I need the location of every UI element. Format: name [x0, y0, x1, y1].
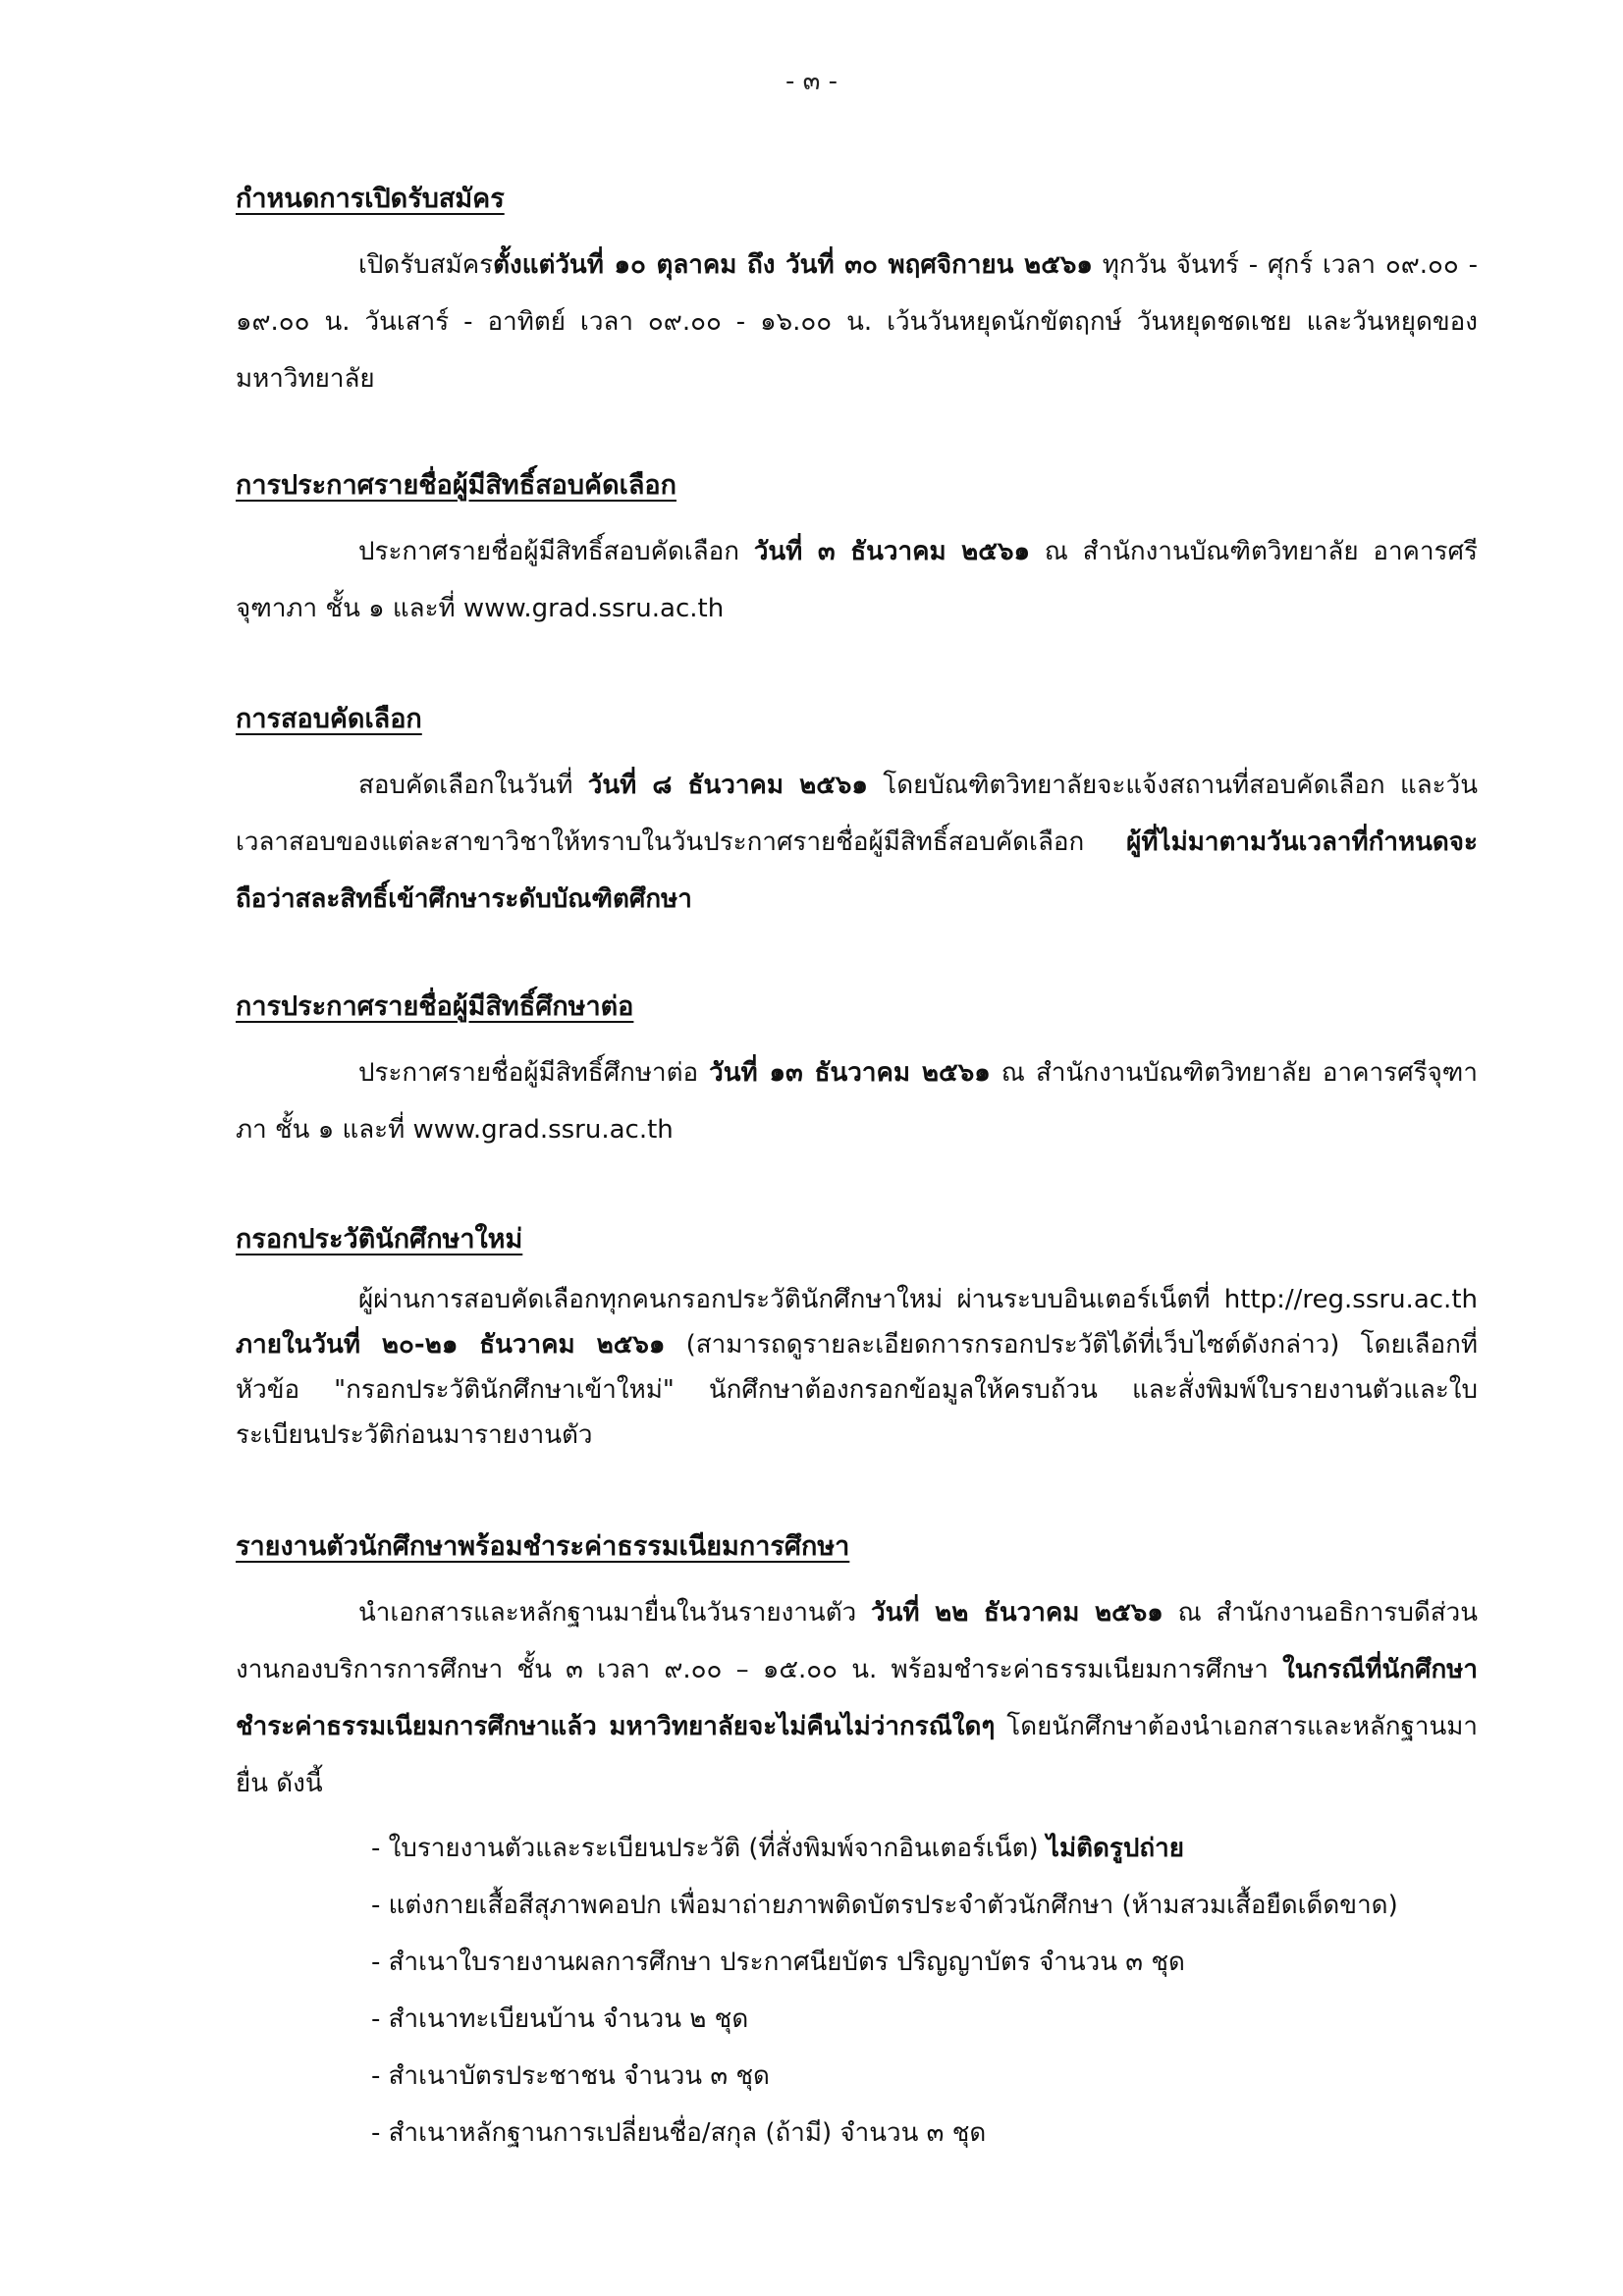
section-heading: การสอบคัดเลือก [236, 704, 422, 734]
section-report-and-fees [236, 1524, 1478, 2162]
section-exam-list-announcement [236, 463, 1478, 637]
section-heading: รายงานตัวนักศึกษาพร้อมชำระค่าธรรมเนียมการศึกษา [236, 1531, 850, 1562]
section-application-period [236, 177, 1478, 407]
page-number: - ๓ - [784, 67, 839, 96]
required-documents-list [236, 1820, 1478, 2162]
list-item: - สำเนาใบรายงานผลการศึกษา ประกาศนียบัตร ปริญญาบัตร จำนวน ๓ ชุด [371, 1948, 1185, 1977]
list-item: - แต่งกายเสื้อสีสุภาพคอปก เพื่อมาถ่ายภาพติดบัตรประจำตัวนักศึกษา (ห้ามสวมเสื้อยืดเด็ดขาด) [371, 1891, 1398, 1920]
section-heading: การประกาศรายชื่อผู้มีสิทธิ์สอบคัดเลือก [236, 470, 676, 501]
list-item: - ใบรายงานตัวและระเบียนประวัติ (ที่สั่งพิมพ์จากอินเตอร์เน็ต) ไม่ติดรูปถ่าย [371, 1834, 1184, 1863]
section-paragraph: เปิดรับสมัครตั้งแต่วันที่ ๑๐ ตุลาคม ถึง วันที่ ๓๐ พฤศจิกายน ๒๕๖๑ ทุกวัน จันทร์ - ศุกร์ เวลา ๐๙.๐๐ - ๑๙.๐๐ น. วันเสาร์ - อาทิตย์ เวลา ๐๙.๐๐ - ๑๖.๐๐ น. เว้นวันหยุดนักขัตฤกษ์ วันหยุดชดเชย และวันหยุดของมหาวิทยาลัย [236, 250, 1478, 394]
section-heading: กรอกประวัตินักศึกษาใหม่ [236, 1224, 523, 1255]
list-item: - สำเนาบัตรประชาชน จำนวน ๓ ชุด [371, 2061, 770, 2091]
section-paragraph: ผู้ผ่านการสอบคัดเลือกทุกคนกรอกประวัตินักศึกษาใหม่ ผ่านระบบอินเตอร์เน็ตที่ http://reg.ssru.ac.th ภายในวันที่ ๒๐-๒๑ ธันวาคม ๒๕๖๑ (สามารถดูรายละเอียดการกรอกประวัติได้ที่เว็บไซต์ดังกล่าว) โดยเลือกที่หัวข้อ "กรอกประวัตินักศึกษาเข้าใหม่" นักศึกษาต้องกรอกข้อมูลให้ครบถ้วน และสั่งพิมพ์ใบรายงานตัวและใบระเบียนประวัติก่อนมารายงานตัว [236, 1285, 1478, 1450]
section-paragraph: ประกาศรายชื่อผู้มีสิทธิ์สอบคัดเลือก วันที่ ๓ ธันวาคม ๒๕๖๑ ณ สำนักงานบัณฑิตวิทยาลัย อาคารศรีจุฑาภา ชั้น ๑ และที่ www.grad.ssru.ac.th [236, 537, 1478, 623]
section-new-student-profile [236, 1217, 1478, 1458]
section-heading: การประกาศรายชื่อผู้มีสิทธิ์ศึกษาต่อ [236, 991, 634, 1022]
section-paragraph: ประกาศรายชื่อผู้มีสิทธิ์ศึกษาต่อ วันที่ ๑๓ ธันวาคม ๒๕๖๑ ณ สำนักงานบัณฑิตวิทยาลัย อาคารศรีจุฑาภา ชั้น ๑ และที่ www.grad.ssru.ac.th [236, 1058, 1478, 1145]
list-item: - สำเนาหลักฐานการเปลี่ยนชื่อ/สกุล (ถ้ามี) จำนวน ๓ ชุด [371, 2118, 987, 2148]
list-item: - สำเนาทะเบียนบ้าน จำนวน ๒ ชุด [371, 2004, 749, 2034]
section-study-list-announcement [236, 985, 1478, 1158]
section-paragraph: สอบคัดเลือกในวันที่ วันที่ ๘ ธันวาคม ๒๕๖๑ โดยบัณฑิตวิทยาลัยจะแจ้งสถานที่สอบคัดเลือก และวันเวลาสอบของแต่ละสาขาวิชาให้ทราบในวันประกาศรายชื่อผู้มีสิทธิ์สอบคัดเลือก ผู้ที่ไม่มาตามวันเวลาที่กำหนดจะถือว่าสละสิทธิ์เข้าศึกษาระดับบัณฑิตศึกษา [236, 771, 1478, 914]
section-entrance-exam [236, 697, 1478, 928]
section-heading: กำหนดการเปิดรับสมัคร [236, 184, 505, 214]
section-paragraph: นำเอกสารและหลักฐานมายื่นในวันรายงานตัว วันที่ ๒๒ ธันวาคม ๒๕๖๑ ณ สำนักงานอธิการบดีส่วนงานกองบริการการศึกษา ชั้น ๓ เวลา ๙.๐๐ – ๑๕.๐๐ น. พร้อมชำระค่าธรรมเนียมการศึกษา ในกรณีที่นักศึกษาชำระค่าธรรมเนียมการศึกษาแล้ว มหาวิทยาลัยจะไม่คืนไม่ว่ากรณีใดๆ โดยนักศึกษาต้องนำเอกสารและหลักฐานมายื่น ดังนี้ [236, 1598, 1478, 1798]
